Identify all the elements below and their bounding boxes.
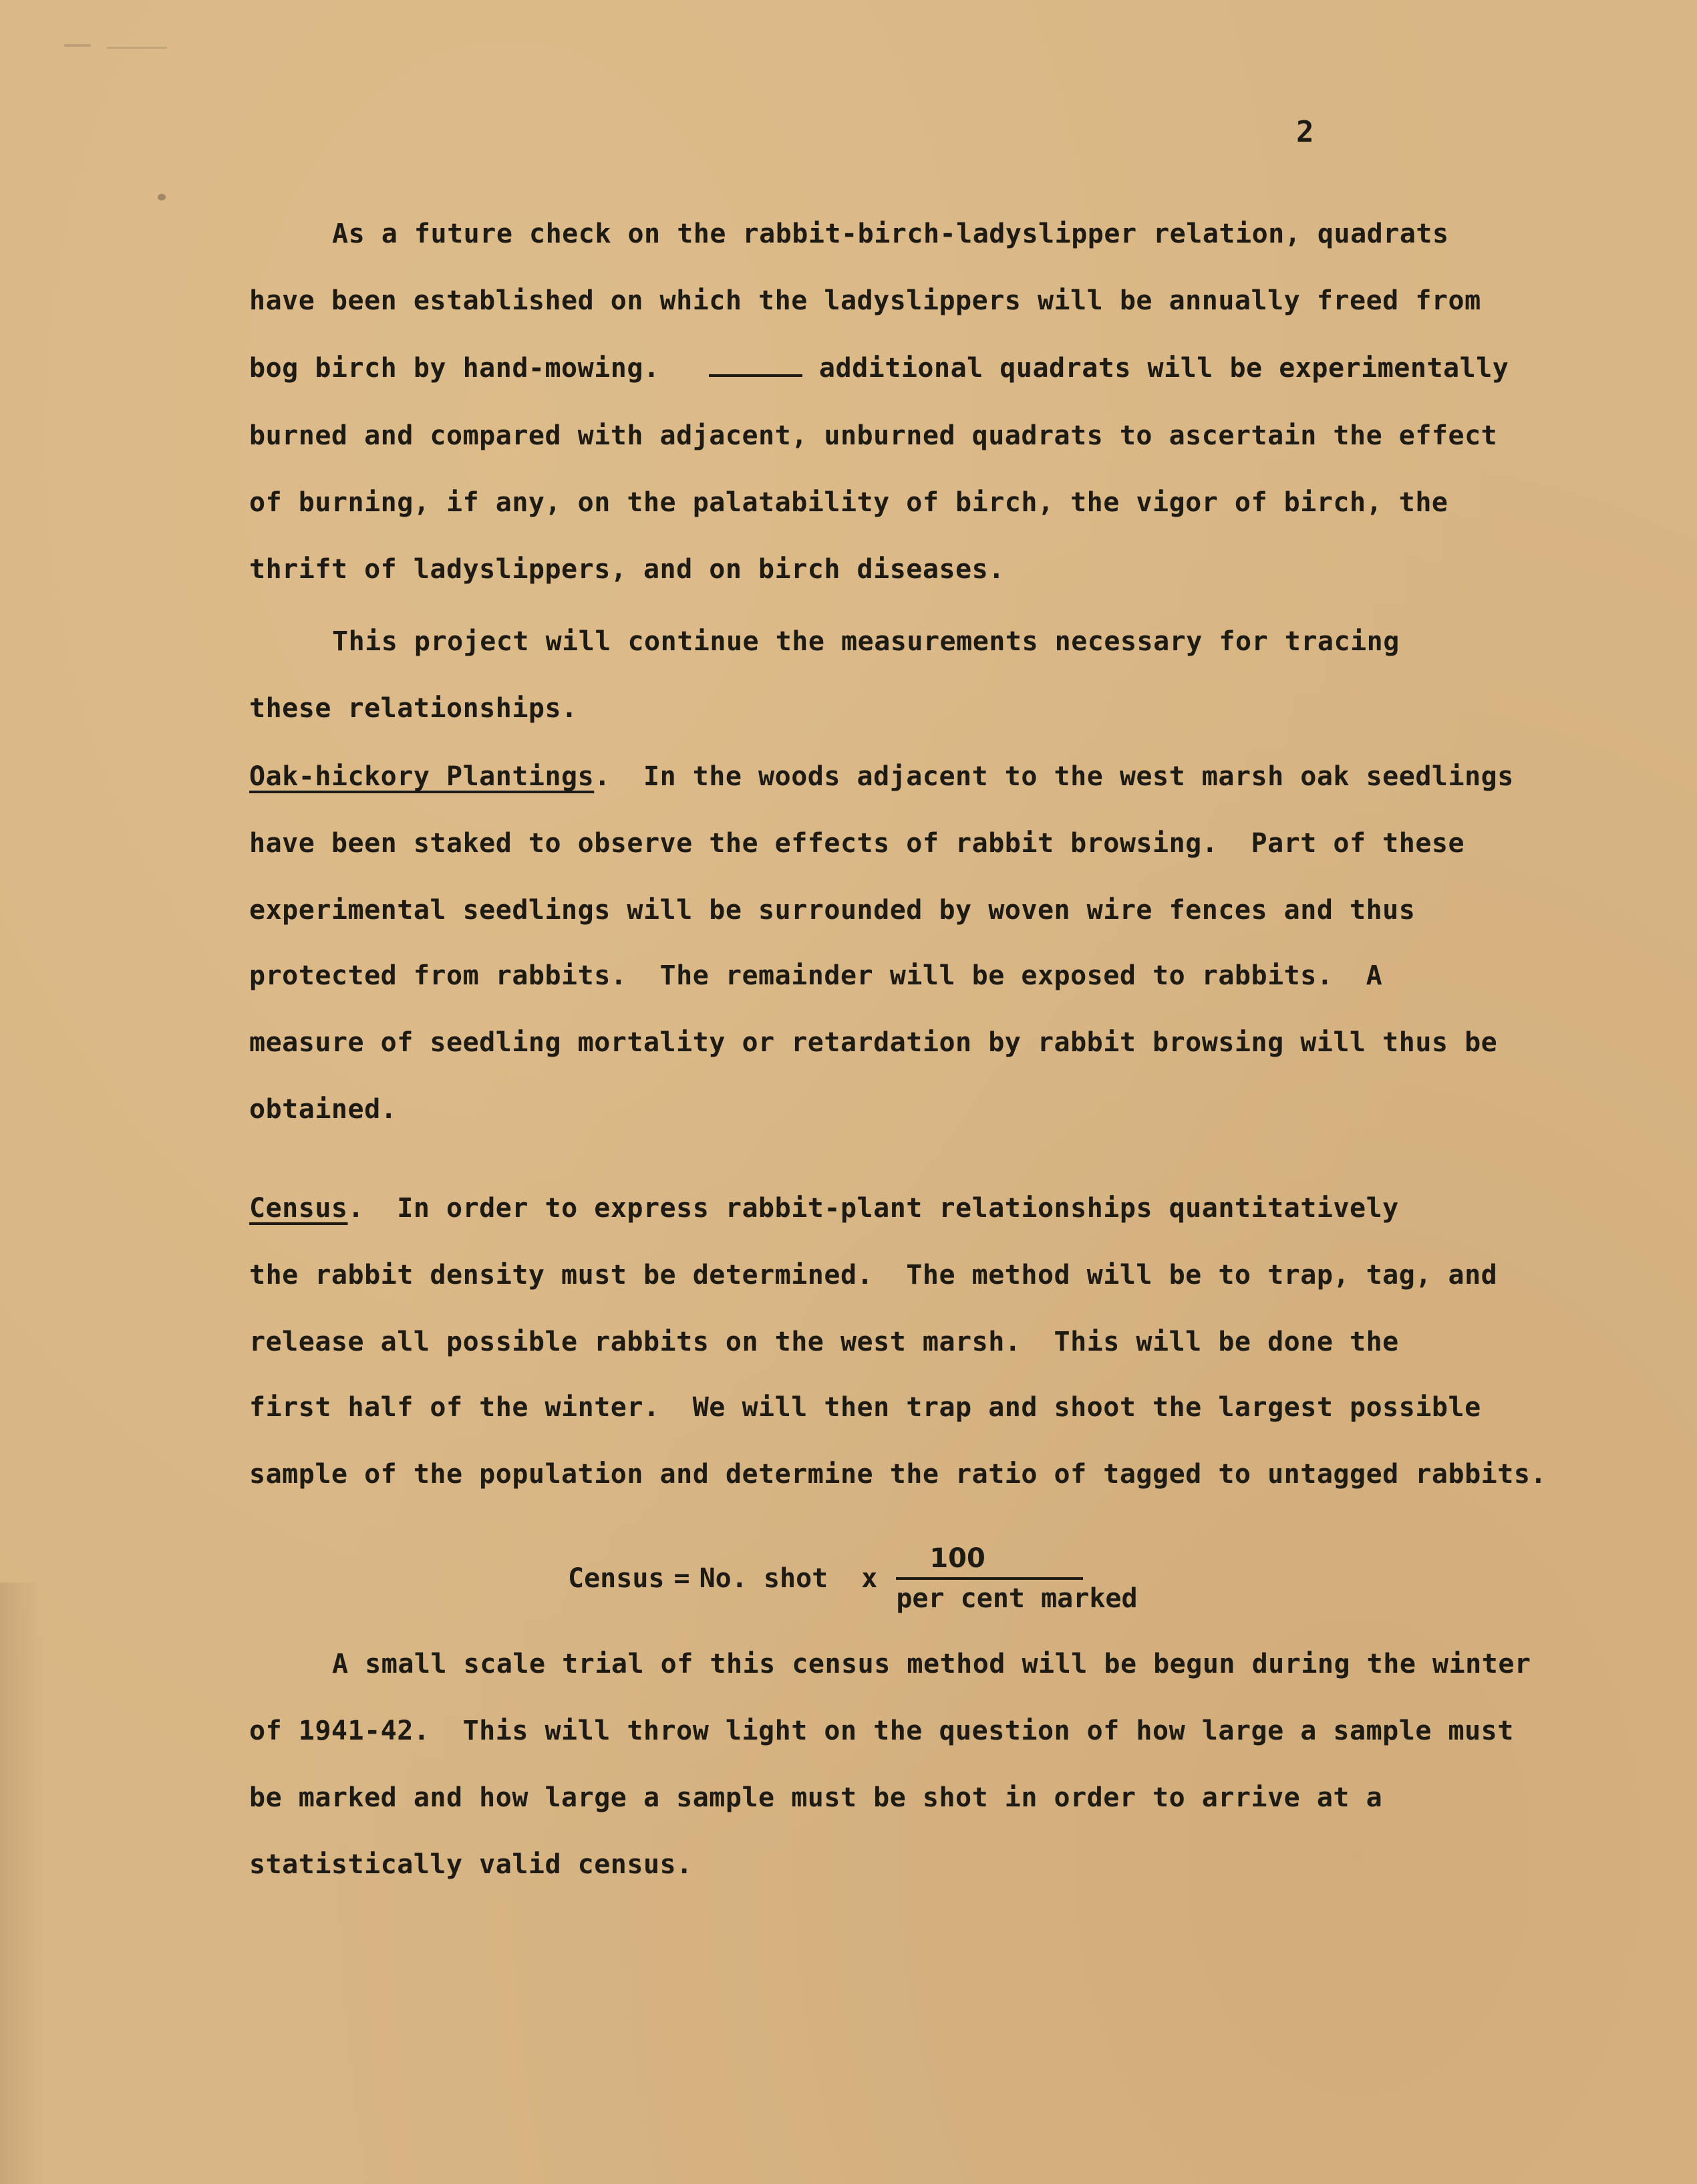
- text-line: A small scale trial of this census method will be begun during the winter: [332, 1649, 1531, 1679]
- text-line: burned and compared with adjacent, unburned quadrats to ascertain the effect: [249, 420, 1498, 451]
- text-line: statistically valid census.: [249, 1849, 693, 1880]
- section-heading-oak-hickory: Oak-hickory Plantings: [249, 761, 595, 792]
- text-line: sample of the population and determine the ratio of tagged to untagged rabbits.: [249, 1459, 1547, 1490]
- formula-term: No. shot: [699, 1563, 828, 1594]
- formula-numerator: 100: [929, 1543, 985, 1574]
- text-line: experimental seedlings will be surrounded by woven wire fences and thus: [249, 895, 1416, 926]
- text-line: thrift of ladyslippers, and on birch diseases.: [249, 554, 1005, 585]
- text-line: be marked and how large a sample must be shot in order to arrive at a: [249, 1782, 1383, 1813]
- text-line: these relationships.: [249, 693, 578, 724]
- text-line: [249, 354, 1509, 382]
- text-line: [249, 1195, 1399, 1222]
- formula-fraction: [896, 1545, 1137, 1612]
- formula-denominator: per cent marked: [896, 1583, 1138, 1614]
- text-line: have been established on which the ladyslippers will be annually freed from: [249, 285, 1481, 316]
- text-line: release all possible rabbits on the west marsh. This will be done the: [249, 1327, 1399, 1357]
- text-line: obtained.: [249, 1094, 398, 1125]
- paper-speck: [158, 194, 166, 200]
- text-segment: additional quadrats will be experimentally: [818, 353, 1509, 384]
- paper-speck: [107, 47, 167, 49]
- text-segment: . In order to express rabbit-plant relationships quantitatively: [347, 1193, 1399, 1224]
- text-line: first half of the winter. We will then trap and shoot the largest possible: [249, 1392, 1481, 1423]
- fraction-bar: [896, 1577, 1083, 1580]
- text-line: As a future check on the rabbit-birch-ladyslipper relation, quadrats: [332, 219, 1449, 249]
- formula-equals: =: [673, 1563, 690, 1594]
- fill-in-blank: [709, 354, 802, 377]
- formula-times: x: [861, 1563, 878, 1594]
- text-line: protected from rabbits. The remainder will be exposed to rabbits. A: [249, 960, 1383, 991]
- census-formula: [568, 1545, 1138, 1612]
- text-segment: . In the woods adjacent to the west marsh oak seedlings: [594, 761, 1514, 792]
- text-line: measure of seedling mortality or retardation by rabbit browsing will thus be: [249, 1027, 1498, 1058]
- section-heading-census: Census: [249, 1193, 348, 1224]
- paper-speck: [64, 44, 91, 47]
- page-number: 2: [1296, 115, 1314, 149]
- formula-lhs: Census: [568, 1563, 665, 1594]
- text-segment: bog birch by hand-mowing.: [249, 353, 660, 384]
- text-line: of 1941-42. This will throw light on the question of how large a sample must: [249, 1716, 1514, 1746]
- text-line: the rabbit density must be determined. The method will be to trap, tag, and: [249, 1260, 1498, 1290]
- text-line: [249, 763, 1514, 790]
- paper-edge-shadow: [0, 1583, 40, 2184]
- text-line: have been staked to observe the effects of rabbit browsing. Part of these: [249, 828, 1465, 859]
- text-line: of burning, if any, on the palatability of birch, the vigor of birch, the: [249, 487, 1448, 518]
- text-line: This project will continue the measurements necessary for tracing: [332, 626, 1400, 657]
